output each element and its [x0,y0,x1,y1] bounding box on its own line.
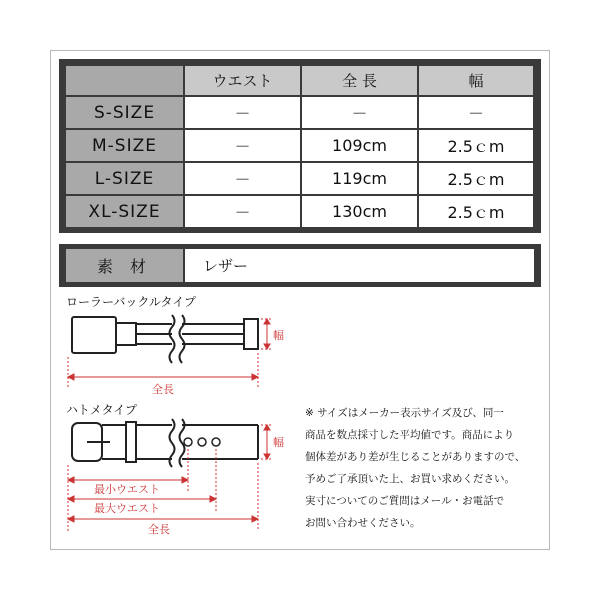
hato-diagram [60,413,300,543]
row-label-m: M-SIZE [66,130,183,161]
hole-icon [184,438,192,446]
roller-width-label: 幅 [273,329,284,342]
material-value: レザー [185,249,534,282]
note-line: 予めご了承頂いた上、お買い求めください。 [305,473,515,485]
size-note [305,402,545,534]
row-label-xl: XL-SIZE [66,196,183,227]
header-length: 全 長 [302,66,417,95]
cell-m-waist: － [185,130,300,161]
note-line: 商品を数点採寸した平均値です。商品により [305,429,515,441]
note-line: ※ サイズはメーカー表示サイズ及び、同一 [305,407,504,419]
min-waist-label: 最小ウエスト [94,483,160,496]
cell-l-waist: － [185,163,300,194]
cell-m-length: 109cm [302,130,417,161]
header-width: 幅 [419,66,533,95]
roller-buckle-diagram [60,305,300,400]
header-corner [66,66,183,95]
row-label-s: S-SIZE [66,97,183,128]
cell-xl-width: 2.5ｃm [419,196,533,227]
size-table [59,59,541,233]
max-waist-label: 最大ウエスト [94,502,160,515]
cell-xl-length: 130cm [302,196,417,227]
material-label: 素 材 [66,249,183,282]
material-row [59,244,541,287]
hato-width-label: 幅 [273,436,284,449]
cell-l-width: 2.5ｃm [419,163,533,194]
hato-length-label: 全長 [148,523,170,536]
hole-icon [198,438,206,446]
note-line: 実寸についてのご質問はメール・お電話で [305,495,505,507]
row-label-l: L-SIZE [66,163,183,194]
roller-buckle-icon [72,317,116,353]
header-waist: ウエスト [185,66,300,95]
roller-length-label: 全長 [152,383,174,396]
hato-caption: ハトメタイプ [66,403,138,417]
roller-buckle-caption: ローラーバックルタイプ [66,295,196,309]
cell-l-length: 119cm [302,163,417,194]
note-line: 個体差があり差が生じることがありますので、 [305,451,526,463]
cell-xl-waist: － [185,196,300,227]
cell-m-width: 2.5ｃm [419,130,533,161]
note-line: お問い合わせください。 [305,517,421,529]
cell-s-width: － [419,97,533,128]
cell-s-length: － [302,97,417,128]
cell-s-waist: － [185,97,300,128]
hole-icon [212,438,220,446]
